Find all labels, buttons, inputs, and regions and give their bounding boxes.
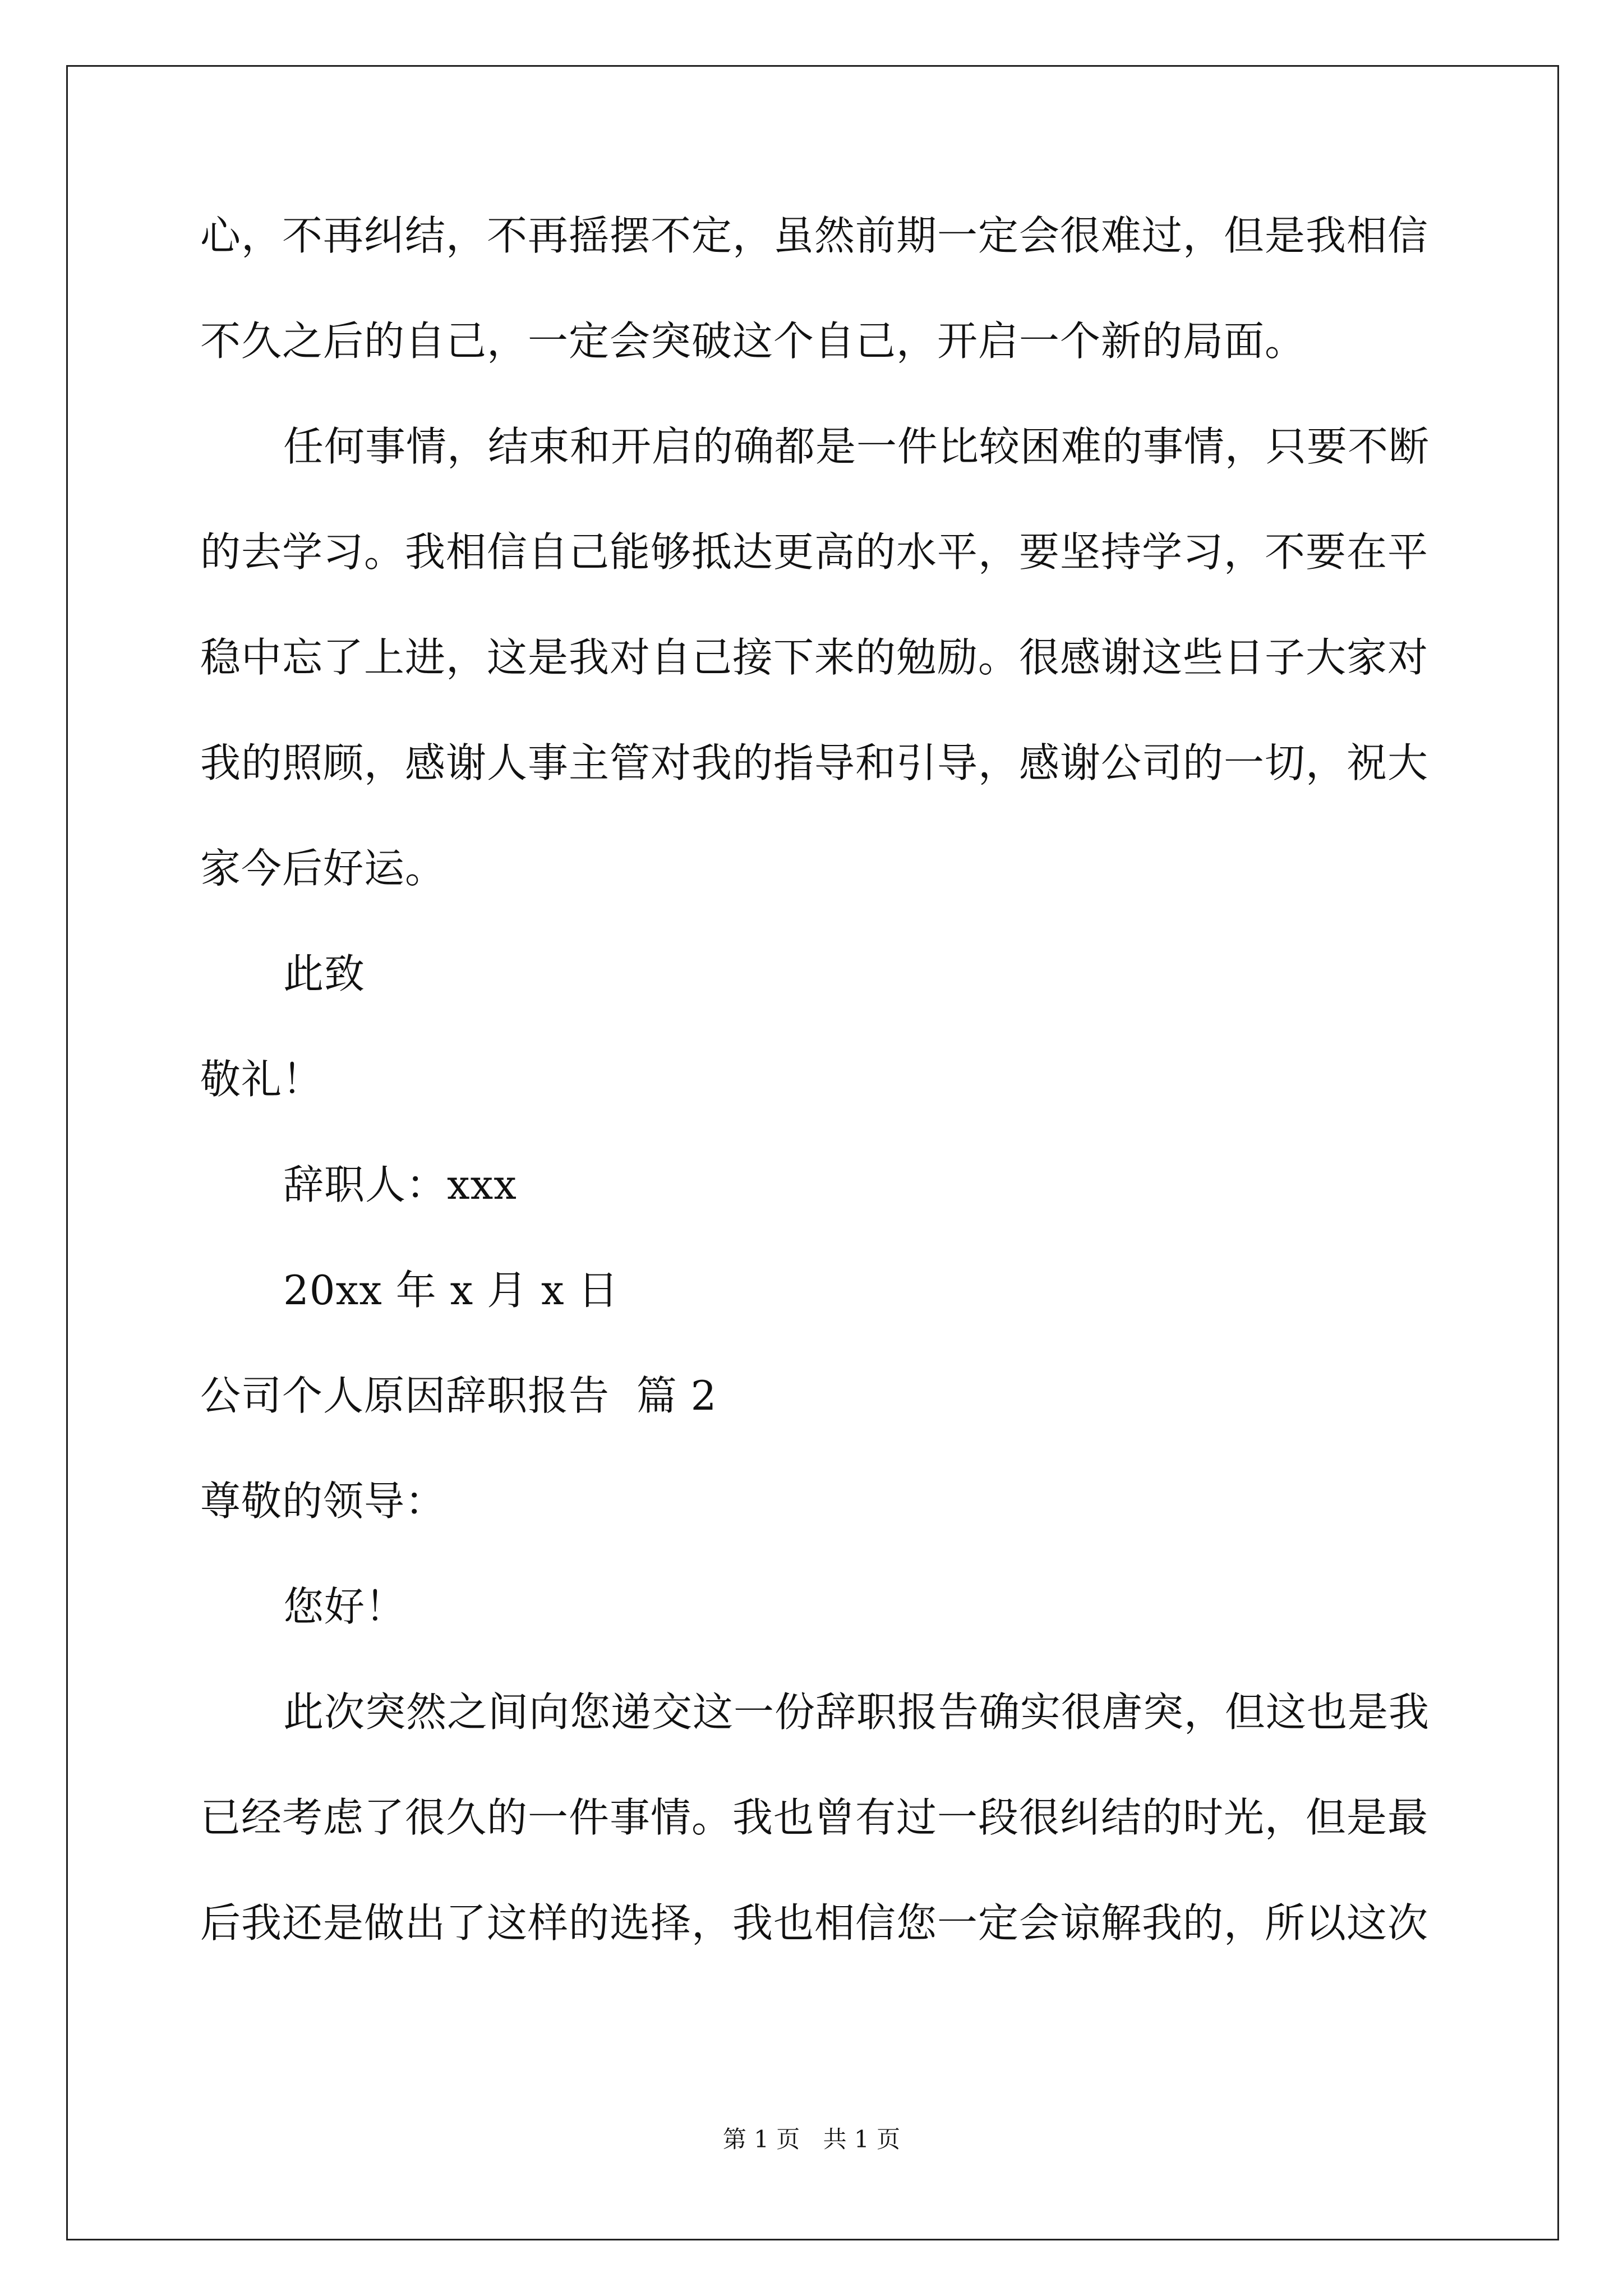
closing-salutation: 此致 <box>283 950 366 997</box>
text-line-2: 不久之后的自己，一定会突破这个自己，开启一个新的局面。 <box>200 318 1306 365</box>
text-line-5: 稳中忘了上进，这是我对自己接下来的勉励。很感谢这些日子大家对 <box>200 634 1429 681</box>
page-total: 共 1 页 <box>823 2125 901 2153</box>
section-heading: 公司个人原因辞职报告 篇 2 <box>200 1372 717 1419</box>
text-line-6: 我的照顾，感谢人事主管对我的指导和引导，感谢公司的一切，祝大 <box>200 739 1429 786</box>
page-number: 第 1 页 <box>722 2125 800 2153</box>
closing-regards: 敬礼！ <box>200 1056 324 1103</box>
hello-line: 您好！ <box>283 1583 407 1630</box>
text-line-7: 家今后好运。 <box>200 845 446 892</box>
text-line-15: 此次突然之间向您递交这一份辞职报告确实很唐突，但这也是我 <box>283 1688 1430 1736</box>
page-footer <box>0 2123 1623 2156</box>
signature-line: 辞职人：xxx <box>283 1161 517 1208</box>
text-line-16: 已经考虑了很久的一件事情。我也曾有过一段很纠结的时光，但是最 <box>200 1794 1429 1841</box>
date-line: 20xx 年 x 月 x 日 <box>283 1267 619 1314</box>
text-line-1: 心，不再纠结，不再摇摆不定，虽然前期一定会很难过，但是我相信 <box>200 212 1429 259</box>
text-line-3: 任何事情，结束和开启的确都是一件比较困难的事情，只要不断 <box>283 423 1430 470</box>
text-line-4: 的去学习。我相信自己能够抵达更高的水平，要坚持学习，不要在平 <box>200 528 1429 576</box>
greeting-line: 尊敬的领导： <box>200 1478 446 1525</box>
text-line-17: 后我还是做出了这样的选择，我也相信您一定会谅解我的，所以这次 <box>200 1899 1429 1947</box>
